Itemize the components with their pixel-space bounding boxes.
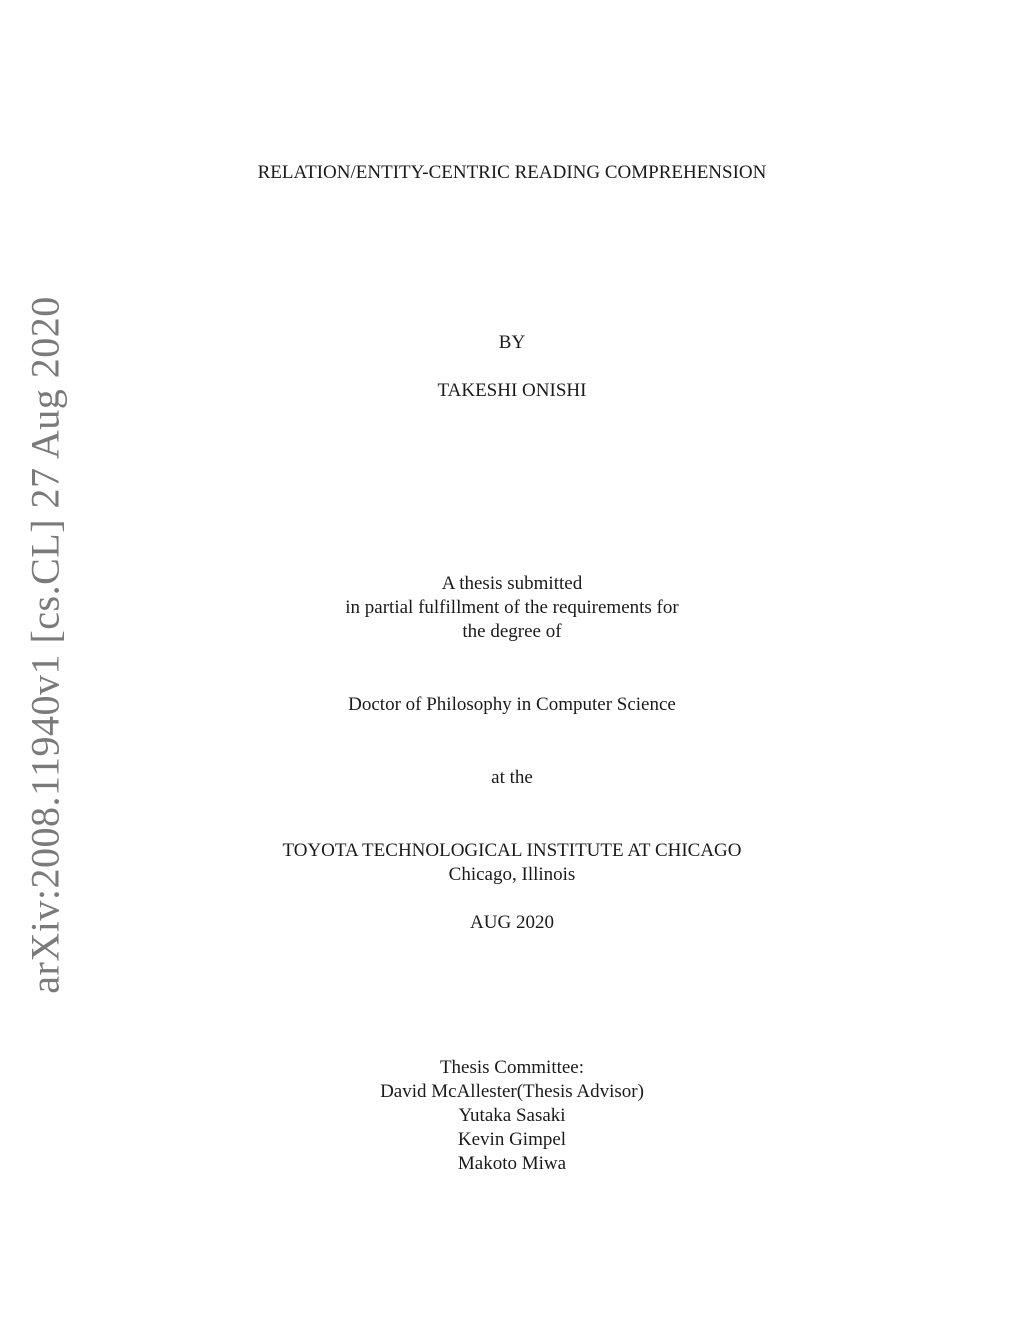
committee-member: Kevin Gimpel (457, 1129, 567, 1150)
submission-line-2: in partial fulfillment of the requirements for (345, 597, 679, 618)
author-name: TAKESHI ONISHI (437, 380, 587, 401)
degree-name: Doctor of Philosophy in Computer Science (348, 694, 676, 715)
committee-member: Yutaka Sasaki (458, 1105, 566, 1126)
institution-location: Chicago, Illinois (448, 864, 576, 885)
submission-line-3: the degree of (462, 621, 562, 642)
submission-line-1: A thesis submitted (441, 573, 583, 594)
institution-name: TOYOTA TECHNOLOGICAL INSTITUTE AT CHICAGO (282, 840, 742, 861)
committee-heading: Thesis Committee: (439, 1057, 585, 1078)
at-the-label: at the (491, 767, 533, 788)
by-label: BY (498, 332, 526, 353)
committee-member: David McAllester(Thesis Advisor) (380, 1081, 644, 1102)
submission-date: AUG 2020 (470, 912, 554, 933)
arxiv-identifier: arXiv:2008.11940v1 [cs.CL] 27 Aug 2020 (22, 296, 68, 994)
thesis-title: RELATION/ENTITY-CENTRIC READING COMPREHENSION (257, 162, 767, 183)
committee-member: Makoto Miwa (457, 1153, 567, 1174)
